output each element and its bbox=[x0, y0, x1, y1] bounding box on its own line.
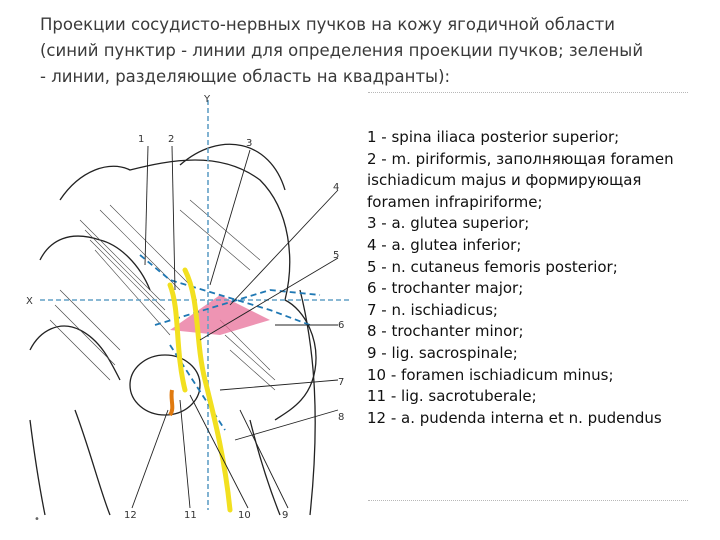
label-4: 4 bbox=[333, 182, 340, 193]
axis-label-y: Y bbox=[204, 94, 211, 105]
label-11: 11 bbox=[184, 510, 197, 521]
legend-item: 2 - m. piriformis, заполняющая foramen bbox=[367, 149, 674, 168]
label-5: 5 bbox=[333, 250, 340, 261]
muscle-hatching bbox=[50, 200, 275, 390]
legend-list bbox=[367, 127, 707, 429]
title-line-3: - линии, разделяющие область на квадранты): bbox=[40, 67, 451, 86]
anatomy-figure bbox=[20, 90, 360, 530]
axis-label-x: X bbox=[26, 296, 33, 307]
legend-item: 4 - a. glutea inferior; bbox=[367, 235, 522, 254]
pudendal-vessel bbox=[170, 390, 172, 415]
top-divider bbox=[368, 92, 688, 93]
legend-item: 12 - a. pudenda interna et n. pudendus bbox=[367, 408, 662, 427]
slide-bullet-marker: • bbox=[34, 514, 40, 525]
slide-title bbox=[40, 12, 700, 90]
label-2: 2 bbox=[168, 134, 175, 145]
legend-item: 1 - spina iliaca posterior superior; bbox=[367, 128, 620, 146]
label-8: 8 bbox=[338, 412, 345, 423]
title-line-1: Проекции сосудисто-нервных пучков на кожу ягодичной области bbox=[40, 15, 616, 34]
bottom-divider bbox=[368, 500, 688, 501]
legend-item: 11 - lig. sacrotuberale; bbox=[367, 387, 537, 406]
legend-item: 6 - trochanter major; bbox=[367, 279, 524, 298]
label-3: 3 bbox=[246, 138, 253, 149]
legend-item: 8 - trochanter minor; bbox=[367, 322, 524, 341]
label-12: 12 bbox=[124, 510, 137, 521]
legend-item: 3 - a. glutea superior; bbox=[367, 214, 530, 233]
title-line-2: (синий пунктир - линии для определения проекции пучков; зеленый bbox=[40, 41, 644, 60]
label-6: 6 bbox=[338, 320, 345, 331]
legend-item: ischiadicum majus и формирующая bbox=[367, 171, 642, 190]
label-1: 1 bbox=[138, 134, 145, 145]
legend-item: 5 - n. cutaneus femoris posterior; bbox=[367, 257, 618, 276]
label-9: 9 bbox=[282, 510, 289, 521]
legend-item: foramen infrapiriforme; bbox=[367, 192, 543, 211]
legend-item: 9 - lig. sacrospinale; bbox=[367, 343, 518, 362]
label-7: 7 bbox=[338, 377, 345, 388]
legend-item: 10 - foramen ischiadicum minus; bbox=[367, 365, 614, 384]
legend-item: 7 - n. ischiadicus; bbox=[367, 300, 498, 319]
label-10: 10 bbox=[238, 510, 251, 521]
blue-dashed-lines bbox=[140, 255, 320, 430]
